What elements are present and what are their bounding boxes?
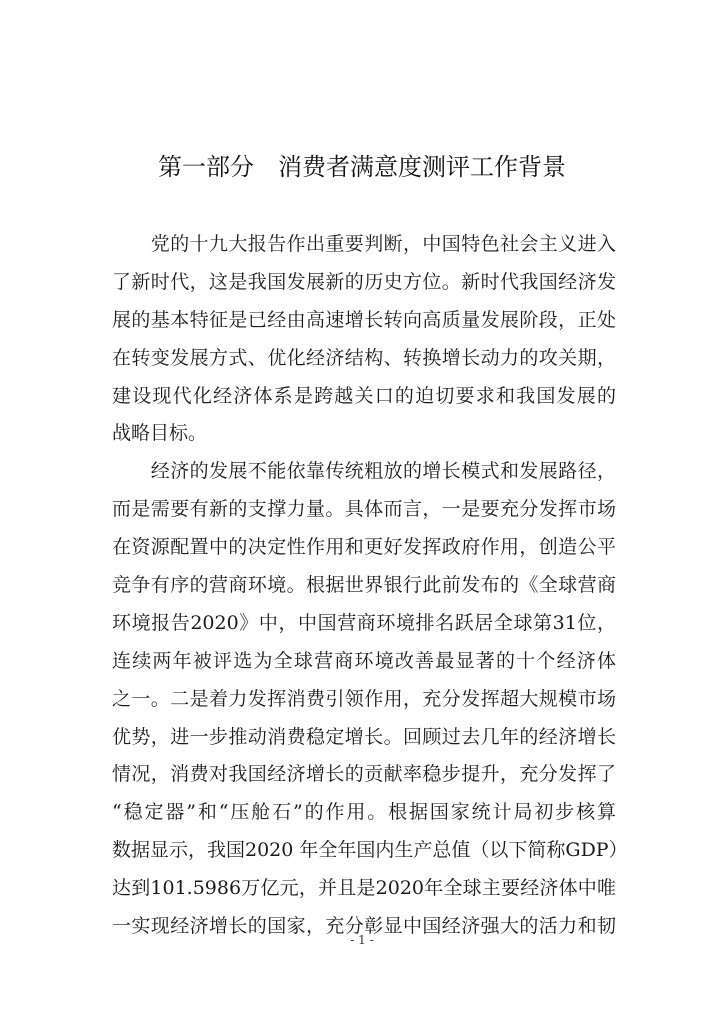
text-line: 在转变发展方式、优化经济结构、转换增长动力的攻关期，	[112, 346, 616, 369]
text-line: 在资源配置中的决定性作用和更好发挥政府作用，创造公平	[112, 536, 616, 559]
text-line: 连续两年被评选为全球营商环境改善最显著的十个经济体	[112, 649, 616, 672]
text-line: 战略目标。	[112, 422, 208, 445]
text-line: 了新时代，这是我国发展新的历史方位。新时代我国经济发	[112, 270, 616, 293]
section-heading: 消费者满意度测评工作背景	[278, 153, 566, 181]
text-line: 情况，消费对我国经济增长的贡献率稳步提升，充分发挥了	[112, 763, 616, 786]
text-line: 数据显示，我国2020 年全年国内生产总值（以下简称GDP）	[112, 839, 628, 862]
section-part-label: 第一部分	[158, 153, 254, 181]
page-number: - 1 -	[350, 933, 374, 947]
text-line: 而是需要有新的支撑力量。具体而言，一是要充分发挥市场	[112, 498, 616, 521]
text-line: 环境报告2020》中，中国营商环境排名跃居全球第31位，	[112, 611, 616, 634]
text-line: 党的十九大报告作出重要判断，中国特色社会主义进入	[112, 233, 616, 255]
text-line: 之一。二是着力发挥消费引领作用，充分发挥超大规模市场	[112, 687, 616, 710]
section-title	[0, 147, 724, 187]
text-line: 建设现代化经济体系是跨越关口的迫切要求和我国发展的	[112, 384, 616, 407]
text-line: 展的基本特征是已经由高速增长转向高质量发展阶段，正处	[112, 308, 616, 331]
body-text	[112, 226, 628, 946]
text-line: 经济的发展不能依靠传统粗放的增长模式和发展路径，	[112, 460, 616, 483]
text-line: 达到101.5986万亿元，并且是2020年全球主要经济体中唯	[112, 877, 616, 900]
text-line: 竞争有序的营商环境。根据世界银行此前发布的《全球营商	[112, 574, 616, 597]
text-line: 一实现经济增长的国家，充分彰显中国经济强大的活力和韧	[112, 915, 616, 938]
text-line: “稳定器”和“压舱石”的作用。根据国家统计局初步核算	[112, 801, 616, 824]
text-line: 优势，进一步推动消费稳定增长。回顾过去几年的经济增长	[112, 725, 616, 748]
